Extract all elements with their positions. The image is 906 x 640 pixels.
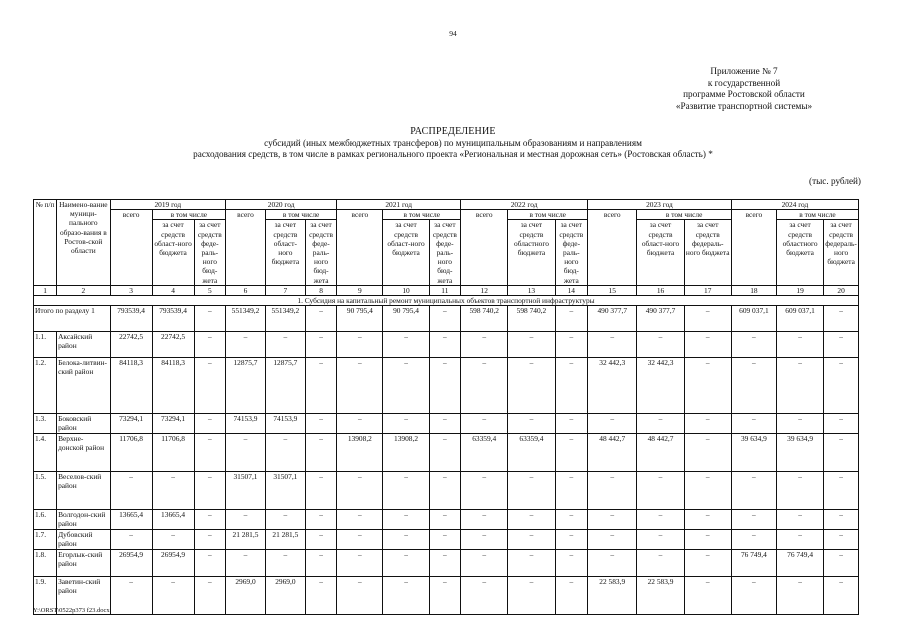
value-cell: – — [194, 358, 225, 414]
value-cell: 21 281,5 — [265, 530, 305, 550]
total-head: всего — [226, 210, 266, 286]
value-cell: – — [194, 472, 225, 510]
value-cell: – — [194, 434, 225, 472]
value-cell: – — [461, 510, 508, 530]
value-cell: 74153,9 — [265, 414, 305, 434]
incl-head: в том числе — [265, 210, 336, 220]
row-number: 1.1. — [34, 332, 57, 358]
value-cell: 12875,7 — [265, 358, 305, 414]
value-cell: – — [383, 414, 429, 434]
value-cell: – — [461, 550, 508, 577]
column-number: 4 — [152, 285, 194, 295]
municipality-name: Волгодон-ский район — [57, 510, 111, 530]
value-cell: – — [731, 577, 776, 615]
row-number: 1.5. — [34, 472, 57, 510]
value-cell: – — [337, 332, 383, 358]
value-cell: – — [305, 358, 336, 414]
value-cell: – — [684, 332, 731, 358]
row-number: 1.9. — [34, 577, 57, 615]
value-cell: – — [555, 414, 588, 434]
column-number: 6 — [226, 285, 266, 295]
oblast-head: за счет средств областного бюджета — [776, 220, 823, 285]
value-cell: – — [684, 434, 731, 472]
value-cell: – — [461, 332, 508, 358]
value-cell: – — [555, 550, 588, 577]
row-number: 1.6. — [34, 510, 57, 530]
value-cell: – — [152, 577, 194, 615]
value-cell: 74153,9 — [226, 414, 266, 434]
value-cell: – — [429, 510, 460, 530]
value-cell: – — [429, 332, 460, 358]
row-number: 1.7. — [34, 530, 57, 550]
value-cell: – — [588, 414, 637, 434]
table-row — [34, 358, 859, 414]
value-cell: – — [152, 472, 194, 510]
value-cell: – — [383, 530, 429, 550]
value-cell: 11706,8 — [110, 434, 152, 472]
value-cell: – — [508, 472, 555, 510]
value-cell: 598 740,2 — [508, 306, 555, 332]
appendix-note — [634, 66, 854, 112]
appendix-line-4: «Развитие транспортной системы» — [675, 100, 813, 111]
value-cell: – — [305, 550, 336, 577]
value-cell: – — [194, 577, 225, 615]
value-cell: – — [508, 510, 555, 530]
municipality-name: Дубовский район — [57, 530, 111, 550]
incl-head: в том числе — [776, 210, 858, 220]
column-number: 10 — [383, 285, 429, 295]
value-cell: – — [588, 510, 637, 530]
value-cell: 73294,1 — [110, 414, 152, 434]
value-cell: – — [265, 434, 305, 472]
value-cell: – — [684, 577, 731, 615]
value-cell: – — [226, 510, 266, 530]
value-cell: 551349,2 — [265, 306, 305, 332]
value-cell: – — [383, 332, 429, 358]
value-cell: – — [555, 530, 588, 550]
section-row — [34, 296, 859, 306]
value-cell: – — [461, 530, 508, 550]
file-path-footer: Y:\ORST\0522p373 f23.docx — [33, 607, 110, 614]
value-cell: – — [588, 472, 637, 510]
table-row — [34, 332, 859, 358]
value-cell: – — [731, 510, 776, 530]
section-title: 1. Субсидия на капитальный ремонт муниципальных объектов транспортной инфраструктуры — [34, 296, 859, 306]
value-cell: – — [265, 332, 305, 358]
column-number: 20 — [824, 285, 859, 295]
value-cell: 63359,4 — [508, 434, 555, 472]
appendix-line-2: к государственной — [707, 77, 781, 88]
value-cell: 22 583,9 — [588, 577, 637, 615]
value-cell: – — [555, 510, 588, 530]
year-head-2021: 2021 год — [337, 200, 461, 210]
value-cell: 11706,8 — [152, 434, 194, 472]
federal-head: за счет средств федераль-ного бюджета — [824, 220, 859, 285]
value-cell: – — [337, 530, 383, 550]
value-cell: – — [305, 414, 336, 434]
column-number: 17 — [684, 285, 731, 295]
value-cell: – — [588, 550, 637, 577]
value-cell: 26954,9 — [152, 550, 194, 577]
column-number: 13 — [508, 285, 555, 295]
column-number: 8 — [305, 285, 336, 295]
value-cell: – — [637, 550, 684, 577]
document-title — [0, 126, 906, 161]
value-cell: – — [824, 472, 859, 510]
municipality-name: Боковский район — [57, 414, 111, 434]
value-cell: – — [305, 577, 336, 615]
value-cell: – — [110, 577, 152, 615]
column-number-row — [34, 285, 859, 295]
value-cell: – — [508, 414, 555, 434]
value-cell: – — [731, 358, 776, 414]
total-head: всего — [110, 210, 152, 286]
value-cell: 13908,2 — [383, 434, 429, 472]
value-cell: 31507,1 — [226, 472, 266, 510]
column-number: 1 — [34, 285, 57, 295]
header-row-years — [34, 200, 859, 210]
value-cell: 2969,0 — [265, 577, 305, 615]
value-cell: – — [555, 577, 588, 615]
value-cell: – — [461, 358, 508, 414]
year-head-2019: 2019 год — [110, 200, 225, 210]
table-row — [34, 472, 859, 510]
value-cell: – — [194, 510, 225, 530]
value-cell: – — [110, 530, 152, 550]
column-number: 5 — [194, 285, 225, 295]
incl-head: в том числе — [637, 210, 731, 220]
column-number: 18 — [731, 285, 776, 295]
municipality-name: Белока-литвин-ский район — [57, 358, 111, 414]
value-cell: – — [194, 414, 225, 434]
value-cell: 490 377,7 — [588, 306, 637, 332]
value-cell: – — [731, 530, 776, 550]
federal-head: за счет средств феде-раль-ного бюд-жета — [555, 220, 588, 285]
value-cell: – — [429, 472, 460, 510]
table-row — [34, 510, 859, 530]
value-cell: 793539,4 — [110, 306, 152, 332]
value-cell: – — [588, 530, 637, 550]
value-cell: 31507,1 — [265, 472, 305, 510]
column-number: 16 — [637, 285, 684, 295]
value-cell: – — [555, 306, 588, 332]
value-cell: – — [824, 550, 859, 577]
value-cell: – — [429, 306, 460, 332]
value-cell: – — [684, 358, 731, 414]
value-cell: – — [824, 577, 859, 615]
col-head-name: Наимено-вание муници-пального образо-вания в Ростов-ской области — [57, 200, 111, 286]
value-cell: 13908,2 — [337, 434, 383, 472]
value-cell: – — [776, 414, 823, 434]
value-cell: – — [305, 306, 336, 332]
value-cell: – — [383, 472, 429, 510]
value-cell: – — [637, 530, 684, 550]
table-row — [34, 530, 859, 550]
value-cell: 48 442,7 — [637, 434, 684, 472]
value-cell: 63359,4 — [461, 434, 508, 472]
column-number: 15 — [588, 285, 637, 295]
value-cell: – — [337, 472, 383, 510]
oblast-head: за счет средств област-ного бюджета — [265, 220, 305, 285]
value-cell: – — [305, 472, 336, 510]
table-row — [34, 550, 859, 577]
value-cell: – — [824, 434, 859, 472]
value-cell: 90 795,4 — [337, 306, 383, 332]
value-cell: 609 037,1 — [776, 306, 823, 332]
value-cell: – — [824, 510, 859, 530]
total-head: всего — [461, 210, 508, 286]
value-cell: – — [824, 332, 859, 358]
value-cell: – — [383, 510, 429, 530]
col-head-no: № п/п — [34, 200, 57, 286]
municipality-name: Верхне-донской район — [57, 434, 111, 472]
value-cell: – — [152, 530, 194, 550]
value-cell: 48 442,7 — [588, 434, 637, 472]
value-cell: – — [637, 510, 684, 530]
value-cell: – — [383, 577, 429, 615]
value-cell: 22 583,9 — [637, 577, 684, 615]
value-cell: – — [684, 550, 731, 577]
value-cell: – — [508, 550, 555, 577]
oblast-head: за счет средств областного бюджета — [508, 220, 555, 285]
value-cell: – — [265, 510, 305, 530]
table-body — [34, 285, 859, 614]
value-cell: 39 634,9 — [776, 434, 823, 472]
value-cell: – — [461, 414, 508, 434]
value-cell: – — [383, 358, 429, 414]
value-cell: – — [226, 332, 266, 358]
value-cell: – — [684, 530, 731, 550]
value-cell: – — [824, 530, 859, 550]
value-cell: – — [684, 472, 731, 510]
value-cell: – — [337, 358, 383, 414]
value-cell: – — [226, 434, 266, 472]
value-cell: 12875,7 — [226, 358, 266, 414]
appendix-line-1: Приложение № 7 — [710, 66, 778, 76]
value-cell: – — [588, 332, 637, 358]
value-cell: – — [305, 434, 336, 472]
row-number: 1.2. — [34, 358, 57, 414]
value-cell: 598 740,2 — [461, 306, 508, 332]
value-cell: 2969,0 — [226, 577, 266, 615]
value-cell: – — [265, 550, 305, 577]
value-cell: – — [383, 550, 429, 577]
column-number: 7 — [265, 285, 305, 295]
value-cell: 32 442,3 — [588, 358, 637, 414]
federal-head: за счет средств феде-раль-ного бюд-жета — [305, 220, 336, 285]
value-cell: – — [226, 550, 266, 577]
value-cell: – — [194, 332, 225, 358]
value-cell: 84118,3 — [152, 358, 194, 414]
row-number: 1.4. — [34, 434, 57, 472]
value-cell: – — [684, 306, 731, 332]
value-cell: – — [776, 577, 823, 615]
value-cell: 32 442,3 — [637, 358, 684, 414]
value-cell: 39 634,9 — [731, 434, 776, 472]
value-cell: – — [824, 306, 859, 332]
value-cell: – — [110, 472, 152, 510]
value-cell: – — [429, 550, 460, 577]
value-cell: – — [305, 510, 336, 530]
column-number: 19 — [776, 285, 823, 295]
value-cell: – — [555, 434, 588, 472]
value-cell: – — [731, 332, 776, 358]
incl-head: в том числе — [508, 210, 588, 220]
value-cell: – — [337, 510, 383, 530]
value-cell: – — [305, 332, 336, 358]
row-number: 1.3. — [34, 414, 57, 434]
federal-head: за счет средств феде-раль-ного бюд-жета — [194, 220, 225, 285]
value-cell: – — [555, 472, 588, 510]
municipality-name: Аксайский район — [57, 332, 111, 358]
table-row — [34, 577, 859, 615]
page-number: 94 — [449, 29, 457, 38]
value-cell: 793539,4 — [152, 306, 194, 332]
value-cell: – — [461, 472, 508, 510]
oblast-head: за счет средств област-ного бюджета — [152, 220, 194, 285]
header-row-incl — [34, 210, 859, 220]
value-cell: – — [637, 414, 684, 434]
value-cell: – — [776, 472, 823, 510]
value-cell: – — [776, 358, 823, 414]
year-head-2020: 2020 год — [226, 200, 337, 210]
value-cell: – — [824, 414, 859, 434]
value-cell: – — [637, 332, 684, 358]
value-cell: 26954,9 — [110, 550, 152, 577]
value-cell: 76 749,4 — [731, 550, 776, 577]
value-cell: – — [508, 358, 555, 414]
value-cell: – — [776, 510, 823, 530]
row-label: Итого по разделу 1 — [34, 306, 111, 332]
value-cell: – — [429, 358, 460, 414]
value-cell: – — [337, 414, 383, 434]
table-row — [34, 414, 859, 434]
value-cell: – — [824, 358, 859, 414]
value-cell: – — [305, 530, 336, 550]
value-cell: – — [337, 550, 383, 577]
value-cell: – — [637, 472, 684, 510]
value-cell: – — [776, 530, 823, 550]
column-number: 11 — [429, 285, 460, 295]
column-number: 2 — [57, 285, 111, 295]
value-cell: – — [731, 414, 776, 434]
municipality-name: Заветин-ский район — [57, 577, 111, 615]
title-line-3: расходования средств, в том числе в рамках регионального проекта «Региональная и местная дорожная сеть» (Ростовская область) * — [193, 149, 713, 159]
value-cell: 13665,4 — [152, 510, 194, 530]
value-cell: – — [508, 530, 555, 550]
value-cell: – — [508, 332, 555, 358]
value-cell: – — [461, 577, 508, 615]
value-cell: – — [429, 577, 460, 615]
units-note: (тыс. рублей) — [809, 176, 861, 186]
total-head: всего — [337, 210, 383, 286]
total-head: всего — [731, 210, 776, 286]
title-line-2: субсидий (иных межбюджетных трансферов) по муниципальным образованиям и направлениям — [264, 137, 642, 148]
federal-head: за счет средств феде-раль-ного бюд-жета — [429, 220, 460, 285]
value-cell: – — [194, 550, 225, 577]
value-cell: – — [429, 434, 460, 472]
year-head-2023: 2023 год — [588, 200, 732, 210]
value-cell: 73294,1 — [152, 414, 194, 434]
municipality-name: Егорлык-ский район — [57, 550, 111, 577]
oblast-head: за счет средств област-ного бюджета — [383, 220, 429, 285]
value-cell: – — [194, 306, 225, 332]
value-cell: 90 795,4 — [383, 306, 429, 332]
municipality-name: Веселов-ский район — [57, 472, 111, 510]
value-cell: – — [684, 414, 731, 434]
federal-head: за счет средств федераль-ного бюджета — [684, 220, 731, 285]
column-number: 14 — [555, 285, 588, 295]
column-number: 3 — [110, 285, 152, 295]
year-head-2024: 2024 год — [731, 200, 858, 210]
value-cell: – — [555, 358, 588, 414]
value-cell: – — [429, 530, 460, 550]
value-cell: 76 749,4 — [776, 550, 823, 577]
value-cell: – — [776, 332, 823, 358]
column-number: 12 — [461, 285, 508, 295]
column-number: 9 — [337, 285, 383, 295]
distribution-table — [33, 199, 859, 615]
row-number: 1.8. — [34, 550, 57, 577]
value-cell: – — [194, 530, 225, 550]
value-cell: 84118,3 — [110, 358, 152, 414]
value-cell: – — [731, 472, 776, 510]
total-row — [34, 306, 859, 332]
value-cell: – — [337, 577, 383, 615]
value-cell: 490 377,7 — [637, 306, 684, 332]
value-cell: 22742,5 — [152, 332, 194, 358]
oblast-head: за счет средств област-ного бюджета — [637, 220, 684, 285]
value-cell: – — [555, 332, 588, 358]
value-cell: 551349,2 — [226, 306, 266, 332]
incl-head: в том числе — [152, 210, 225, 220]
table-row — [34, 434, 859, 472]
value-cell: – — [684, 510, 731, 530]
appendix-line-3: программе Ростовской области — [683, 89, 805, 99]
year-head-2022: 2022 год — [461, 200, 588, 210]
total-head: всего — [588, 210, 637, 286]
value-cell: 609 037,1 — [731, 306, 776, 332]
incl-head: в том числе — [383, 210, 461, 220]
value-cell: – — [429, 414, 460, 434]
title-heading: РАСПРЕДЕЛЕНИЕ — [410, 126, 496, 137]
value-cell: 21 281,5 — [226, 530, 266, 550]
value-cell: – — [508, 577, 555, 615]
value-cell: 13665,4 — [110, 510, 152, 530]
value-cell: 22742,5 — [110, 332, 152, 358]
